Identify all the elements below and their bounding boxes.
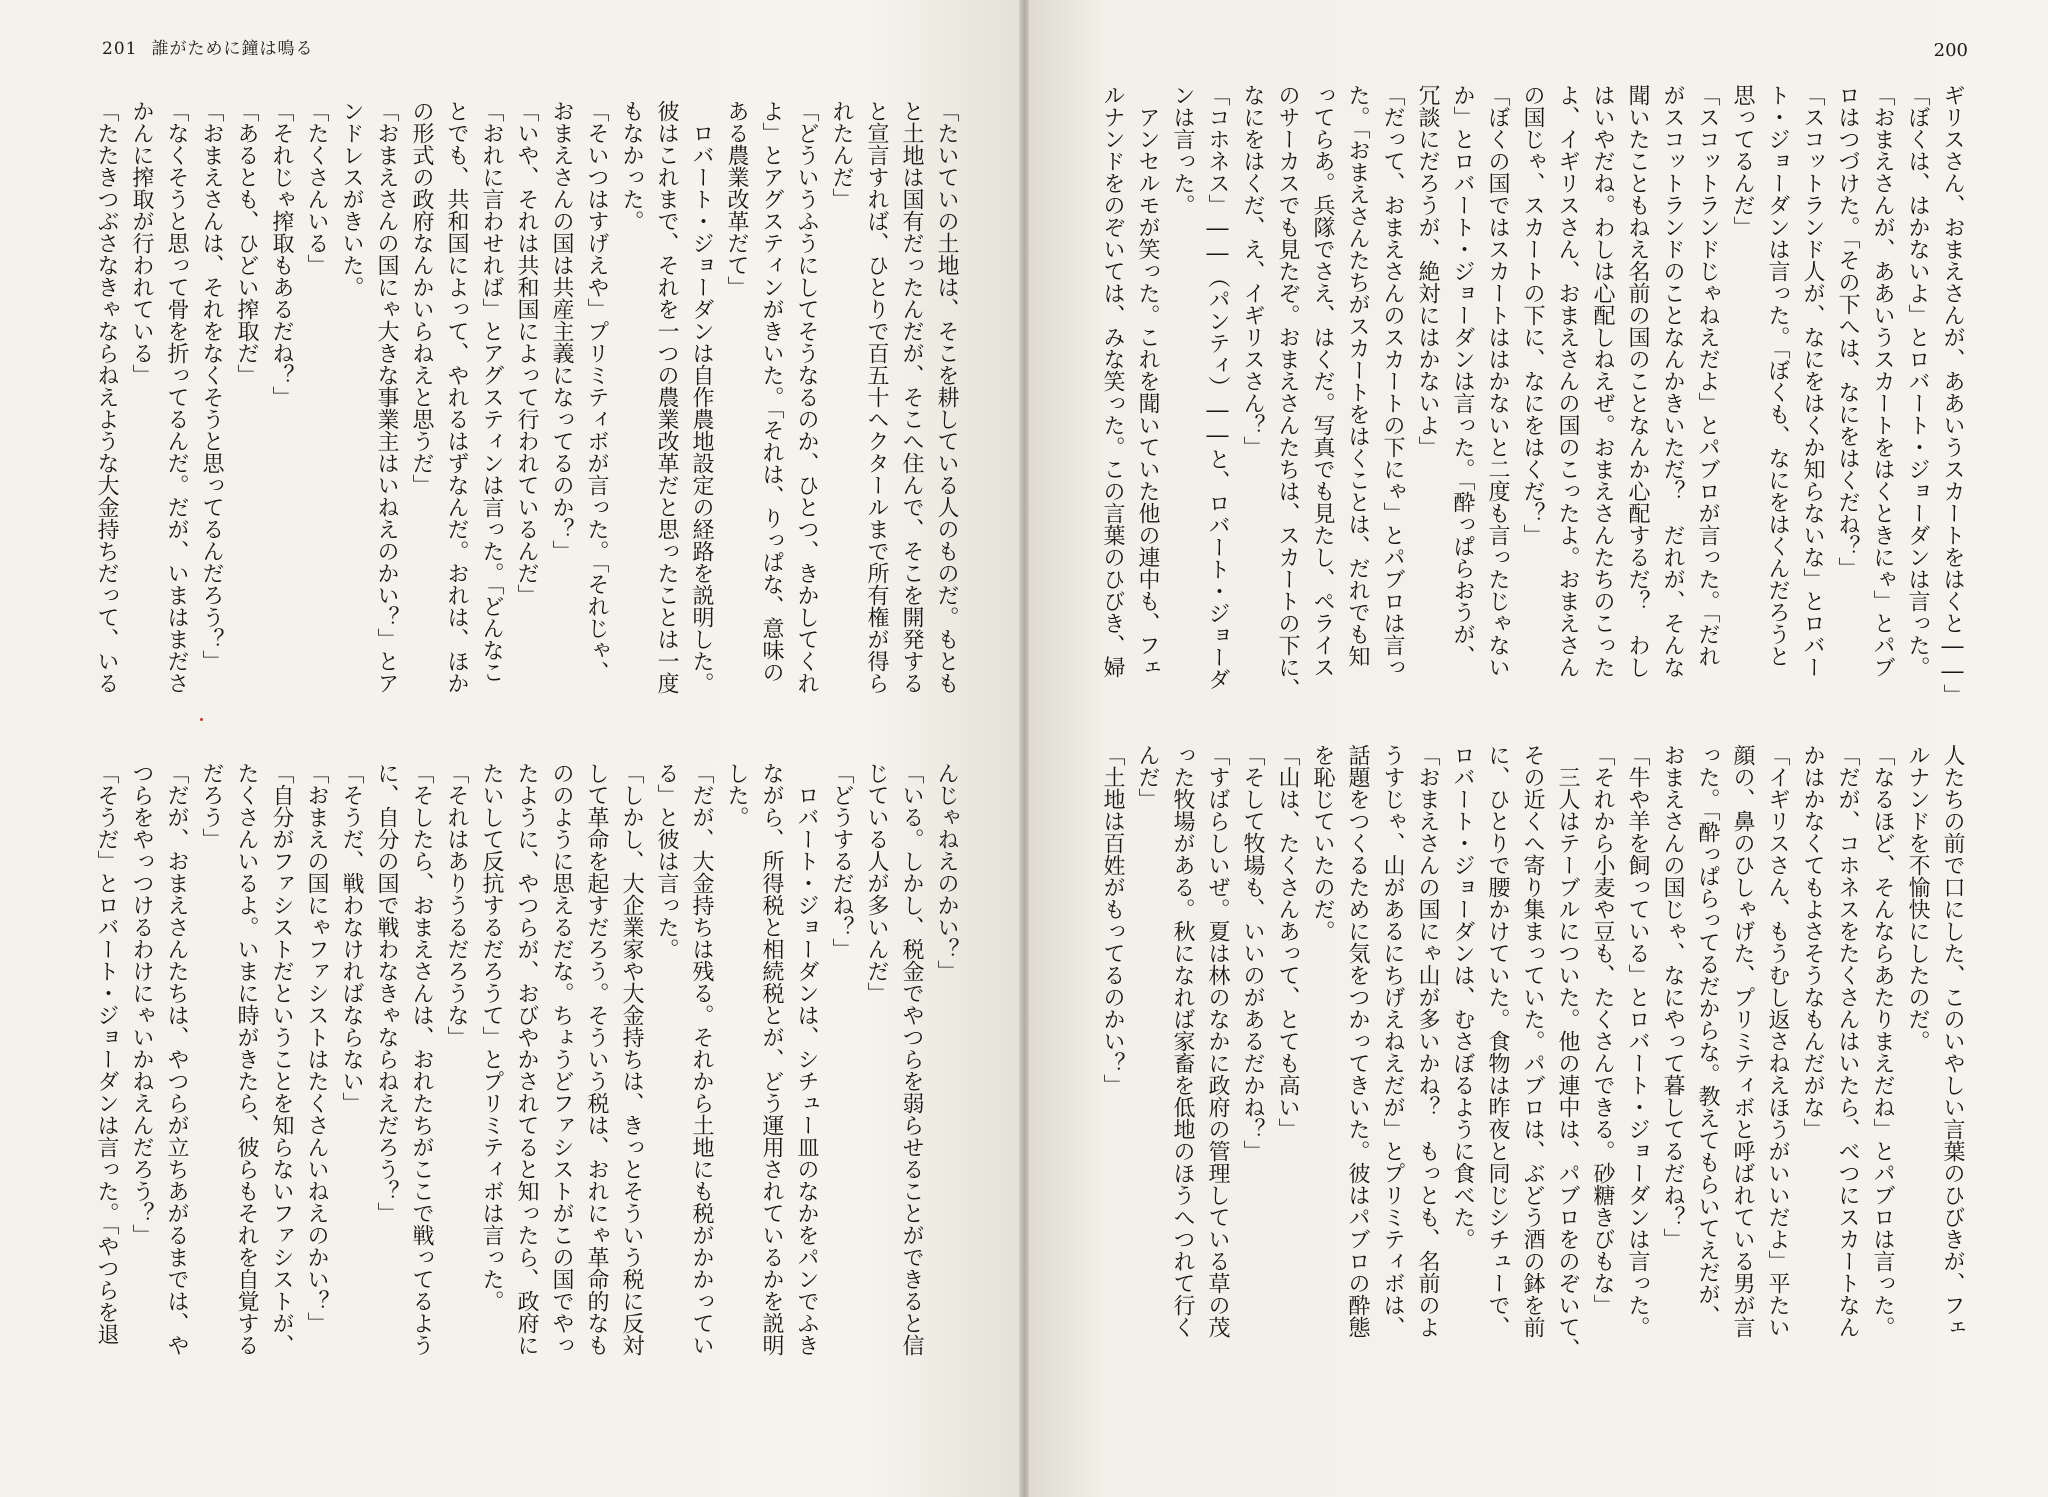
text-line: 思ってるんだ」	[1730, 84, 1755, 238]
text-line: 「コホネス」――（パンティ）――と、ロバート・ジョーダ	[1205, 84, 1230, 690]
running-head	[102, 34, 313, 59]
text-line: 「いや、それは共和国によって行われているんだ」	[514, 100, 539, 606]
text-line: ト・ジョーダンは言った。「ぼくも、なにをはくんだろうと	[1765, 84, 1790, 667]
page-number-right: 200	[1933, 40, 1968, 61]
text-line: ある農業改革だて」	[724, 100, 749, 298]
text-line: の国じゃ、スカートの下に、なにをはくだ？」	[1520, 84, 1545, 546]
text-line: のサーカスでも見たぞ。おまえさんたちは、スカートの下に、	[1275, 84, 1300, 700]
text-line: おまえさんの国じゃ、なにやって暮してるだね？」	[1660, 744, 1685, 1250]
text-line: 「おれに言わせれば」とアグスティンは言った。「どんなこ	[479, 100, 504, 683]
text-line: ロバート・ジョーダンは自作農地設定の経路を説明した。	[689, 100, 714, 694]
text-line: 「だが、大金持ちは残る。それから土地にも税がかかってい	[689, 762, 714, 1356]
text-line: 「なくそうと思って骨を折ってるんだ。だが、いまはまださ	[164, 100, 189, 694]
text-line: 「土地は百姓がもってるのかい？」	[1100, 744, 1125, 1096]
text-line: と宣言すれば、ひとりで百五十ヘクタールまで所有権が得ら	[864, 100, 889, 694]
text-line: った牧場がある。秋になれば家畜を低地のほうへつれて行く	[1170, 744, 1195, 1338]
text-line: ののように思えるだな。ちょうどファシストがこの国でやっ	[549, 762, 574, 1356]
text-line: と土地は国有だったんだが、そこへ住んで、そこを開発する	[899, 100, 924, 694]
left-lower-text-block	[84, 762, 964, 1402]
text-line: うすじゃ、山があるにちげえねえだが」とプリミティボは、	[1380, 744, 1405, 1338]
text-line: かんに搾取が行われている」	[129, 100, 154, 386]
text-line: 「自分がファシストだということを知らないファシストが、	[269, 762, 294, 1356]
text-line: 「すばらしいぜ。夏は林のなかに政府の管理している草の茂	[1205, 744, 1230, 1338]
text-line: ルナンドをのぞいては、みな笑った。この言葉のひびき、婦	[1100, 84, 1125, 678]
text-line: はいやだね。わしは心配しねえぜ。おまえさんたちのこった	[1590, 84, 1615, 678]
text-line: おまえさんの国は共産主義になってるのか？」	[549, 100, 574, 562]
text-line: 「それはありうるだろうな」	[444, 762, 469, 1048]
text-line: を恥じていたのだ。	[1310, 744, 1335, 942]
text-line: んだ」	[1135, 744, 1160, 810]
text-line: 「だって、おまえさんのスカートの下にゃ」とパブロは言っ	[1380, 84, 1405, 678]
text-line: 「おまえさんが、ああいうスカートをはくときにゃ」とパブ	[1870, 84, 1895, 678]
text-line: 「しかし、大企業家や大金持ちは、きっとそういう税に反対	[619, 762, 644, 1356]
text-line: かはかなくてもよさそうなもんだがな」	[1800, 744, 1825, 1140]
text-line: 「イギリスさん、もうむし返さねえほうがいいだよ」平たい	[1765, 744, 1790, 1338]
text-line: 「ぼくは、はかないよ」とロバート・ジョーダンは言った。	[1905, 84, 1930, 678]
text-line: 「おまえの国にゃファシストはたくさんいねえのかい？」	[304, 762, 329, 1334]
text-line: 「おまえさんの国にゃ山が多いかね？ もっとも、名前のよ	[1415, 744, 1440, 1338]
text-line: がスコットランドのことなんかきいただ？ だれが、そんな	[1660, 84, 1685, 678]
text-line: ロバート・ジョーダンは、シチュー皿のなかをパンでふき	[794, 762, 819, 1356]
text-line: 顔の、鼻のひしゃげた、プリミティボと呼ばれている男が言	[1730, 744, 1755, 1338]
text-line: 「そしたら、おまえさんは、おれたちがここで戦ってるよう	[409, 762, 434, 1356]
text-line: ンドレスがきいた。	[339, 100, 364, 298]
text-line: 「それから小麦や豆も、たくさんできる。砂糖きびもな」	[1590, 744, 1615, 1316]
text-line: に、自分の国で戦わなきゃならねえだろう？」	[374, 762, 399, 1224]
text-line: して革命を起すだろう。そういう税は、おれにゃ革命的なも	[584, 762, 609, 1356]
text-line: その近くへ寄り集まっていた。パブロは、ぶどう酒の鉢を前	[1520, 744, 1545, 1338]
text-line: 「スコットランド人が、なにをはくか知らないな」とロバー	[1800, 84, 1825, 678]
text-line: 「なるほど、そんならあたりまえだね」とパブロは言った。	[1870, 744, 1895, 1338]
text-line: ってらあ。兵隊でさえ、はくだ。写真でも見たし、ペライス	[1310, 84, 1335, 678]
text-line: たように、やつらが、おびやかされてると知ったら、政府に	[514, 762, 539, 1356]
text-line: 冗談にだろうが、絶対にはかないよ」	[1415, 84, 1440, 458]
right-page	[1024, 0, 2048, 1497]
text-line: 「だが、おまえさんたちは、やつらが立ちあがるまでは、や	[164, 762, 189, 1356]
text-line: の形式の政府なんかいらねえと思うだ」	[409, 100, 434, 496]
text-line: アンセルモが笑った。これを聞いていた他の連中も、フェ	[1135, 84, 1160, 678]
text-line: れたんだ」	[829, 100, 854, 210]
text-line: る」と彼は言った。	[654, 762, 679, 960]
text-line: 「たたきつぶさなきゃならねえような大金持ちだって、いる	[94, 100, 119, 694]
text-line: た。「おまえさんたちがスカートをはくことは、だれでも知	[1345, 84, 1370, 667]
text-line: たいして反抗するだろうて」とプリミティボは言った。	[479, 762, 504, 1312]
text-line: 「だが、コホネスをたくさんはいたら、べつにスカートなん	[1835, 744, 1860, 1338]
text-line: 「牛や羊を飼っている」とロバート・ジョーダンは言った。	[1625, 744, 1650, 1338]
text-line: ルナンドを不愉快にしたのだ。	[1905, 744, 1930, 1052]
text-line: 「たいていの土地は、そこを耕している人のものだ。もとも	[934, 100, 959, 694]
text-line: 三人はテーブルについた。他の連中は、パブロをのぞいて、	[1555, 744, 1580, 1360]
text-line: 「どういうふうにしてそうなるのか、ひとつ、きかしてくれ	[794, 100, 819, 694]
text-line: 「あるとも、ひどい搾取だ」	[234, 100, 259, 386]
text-line: 「おまえさんは、それをなくそうと思ってるんだろう？」	[199, 100, 224, 672]
text-line: 「そうだ、戦わなければならない」	[339, 762, 364, 1114]
text-line: たくさんいるよ。いまに時がきたら、彼らもそれを自覚する	[234, 762, 259, 1356]
text-line: つらをやっつけるわけにゃいかねえんだろう？」	[129, 762, 154, 1246]
text-line: った。「酔っぱらってるだからな。教えてもらいてえだが、	[1695, 744, 1720, 1327]
text-line: 「そいつはすげえや」プリミティボが言った。「それじゃ、	[584, 100, 609, 683]
text-line: よ」とアグスティンがきいた。「それは、りっぱな、意味の	[759, 100, 784, 683]
right-lower-text-block	[1090, 744, 1970, 1384]
text-line: 「ぼくの国ではスカートははかないと二度も言ったじゃない	[1485, 84, 1510, 678]
text-line: ロはつづけた。「その下へは、なにをはくだね？」	[1835, 84, 1860, 579]
text-line: 「山は、たくさんあって、とても高い」	[1275, 744, 1300, 1140]
text-line: ながら、所得税と相続税とが、どう運用されているかを説明	[759, 762, 784, 1356]
page-number-left: 201	[102, 39, 138, 59]
text-line: 話題をつくるために気をつかってきいた。彼はパブロの酔態	[1345, 744, 1370, 1338]
text-line: ンは言った。	[1170, 84, 1195, 216]
text-line: 「そうだ」とロバート・ジョーダンは言った。「やつらを退	[94, 762, 119, 1345]
text-line: 彼はこれまで、それを一つの農業改革だと思ったことは一度	[654, 100, 679, 694]
text-line: 「いる。しかし、税金でやつらを弱らせることができると信	[899, 762, 924, 1356]
left-upper-text-block	[84, 100, 964, 720]
text-line: ギリスさん、おまえさんが、ああいうスカートをはくと――」	[1940, 84, 1965, 706]
text-line: なにをはくだ、え、イギリスさん？」	[1240, 84, 1265, 458]
ink-speck	[200, 718, 203, 721]
text-line: 「それじゃ搾取もあるだね？」	[269, 100, 294, 408]
text-line: 「どうするだね？」	[829, 762, 854, 960]
text-line: 「たくさんいる」	[304, 100, 329, 276]
text-line: 「そして牧場も、いいのがあるだかね？」	[1240, 744, 1265, 1162]
running-title: 誰がために鐘は鳴る	[151, 39, 314, 59]
right-upper-text-block	[1090, 84, 1970, 704]
text-line: か」とロバート・ジョーダンは言った。「酔っぱらおうが、	[1450, 84, 1475, 667]
text-line: じている人が多いんだ」	[864, 762, 889, 1004]
text-line: した。	[724, 762, 749, 828]
text-line: んじゃねえのかい？」	[934, 762, 959, 982]
text-line: もなかった。	[619, 100, 644, 232]
book-gutter	[1019, 0, 1029, 1497]
text-line: 「おまえさんの国にゃ大きな事業主はいねえのかい？」とア	[374, 100, 399, 694]
text-line: 人たちの前で口にした、このいやしい言葉のひびきが、フェ	[1940, 744, 1965, 1338]
text-line: 聞いたこともねえ名前の国のことなんか心配するだ？ わし	[1625, 84, 1650, 678]
text-line: だろう」	[199, 762, 224, 850]
text-line: よ、イギリスさん、おまえさんの国のこったよ。おまえさん	[1555, 84, 1580, 678]
text-line: とでも、共和国によって、やれるはずなんだ。おれは、ほか	[444, 100, 469, 694]
text-line: ロバート・ジョーダンは、むさぼるように食べた。	[1450, 744, 1475, 1250]
text-line: 「スコットランドじゃねえだよ」とパブロが言った。「だれ	[1695, 84, 1720, 667]
text-line: に、ひとりで腰かけていた。食物は昨夜と同じシチューで、	[1485, 744, 1510, 1338]
